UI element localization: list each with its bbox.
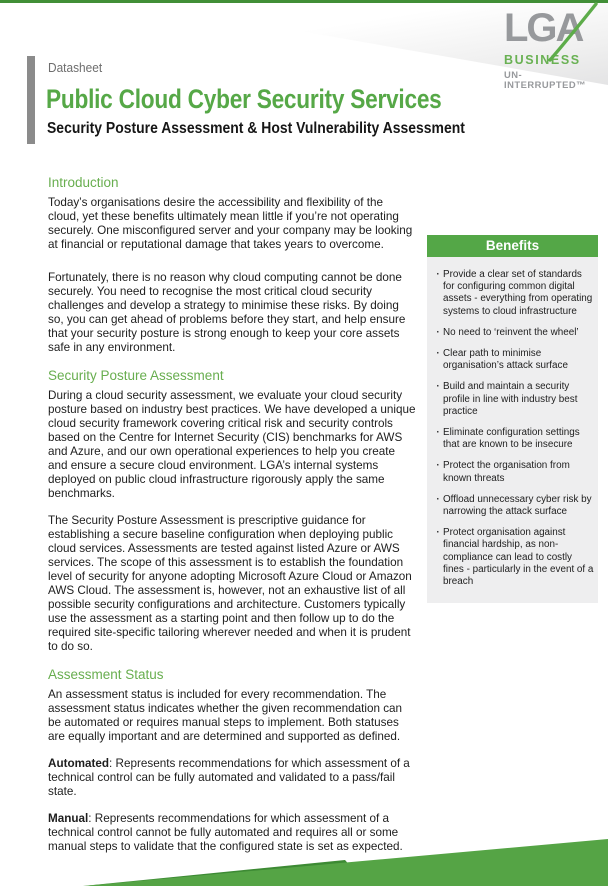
bullet-icon: ·	[436, 381, 440, 393]
benefit-item	[433, 269, 594, 318]
page-subtitle: Security Posture Assessment & Host Vulnerability Assessment	[47, 120, 465, 137]
definition-automated	[48, 757, 416, 799]
benefit-text: Build and maintain a security profile in line with industry best practice	[443, 381, 578, 417]
benefits-panel-title: Benefits	[427, 235, 598, 257]
paragraph: Today’s organisations desire the accessibility and flexibility of the cloud, yet these benefits ultimately mean little if you’re not operating securely. One misconfigured server and your company may be looking at financial or reputational damage that takes years to overcome.	[48, 196, 413, 251]
paragraph: During a cloud security assessment, we evaluate your cloud security posture based on industry best practices. We have developed a unique cloud security framework covering critical risk and security controls based on the Centre for Internet Security (CIS) benchmarks for AWS and Azure, and our own operational experiences to help you create and ensure a secure cloud environment. LGA’s internal systems deployed on public cloud infrastructure rigorously apply the same benchmarks.	[48, 389, 416, 500]
definition-text: : Represents recommendations for which assessment of a technical control can be fully automated and validated to a pass/fail state.	[48, 757, 410, 798]
logo-tagline-uninterrupted: UN-INTERRUPTED™	[504, 69, 587, 90]
benefit-item	[433, 527, 594, 588]
benefit-item	[433, 460, 594, 484]
benefit-item	[433, 327, 594, 339]
title-accent-bar	[27, 56, 35, 144]
bullet-icon: ·	[436, 460, 440, 472]
definition-term: Manual	[48, 812, 89, 825]
footer-decoration	[0, 828, 608, 886]
paragraph: Fortunately, there is no reason why cloud computing cannot be done securely. You need to recognise the most critical cloud security challenges and develop a strategy to minimise these risks. By doing so, you can get ahead of problems before they start, and help ensure that your security posture is strong enough to keep your core assets safe in any environment.	[48, 271, 406, 354]
paragraph: An assessment status is included for every recommendation. The assessment status indicates whether the given recommendation can be automated or requires manual steps to implement. Both statuses are equally important and are determined and supported as defined.	[48, 688, 403, 743]
benefit-item	[433, 494, 594, 518]
bullet-icon: ·	[436, 326, 440, 338]
benefit-item	[433, 381, 594, 418]
benefit-text: Clear path to minimise organisation’s attack surface	[443, 348, 568, 372]
benefit-text: Offload unnecessary cyber risk by narrowing the attack surface	[443, 493, 592, 518]
benefits-list	[433, 269, 594, 588]
bullet-icon: ·	[436, 427, 440, 439]
benefit-text: Protect the organisation from known threats	[443, 460, 570, 484]
benefits-panel-body	[427, 257, 598, 603]
benefit-text: No need to ‘reinvent the wheel’	[443, 326, 579, 338]
benefit-text: Eliminate configuration settings that are known to be insecure	[443, 427, 580, 451]
bullet-icon: ·	[436, 493, 440, 505]
bullet-icon: ·	[436, 269, 440, 280]
section-heading-assessment-status: Assessment Status	[48, 667, 164, 682]
definition-term: Automated	[48, 757, 110, 770]
footer-wedge-green	[0, 828, 608, 886]
eyebrow-label: Datasheet	[48, 61, 103, 75]
logo-tagline-business: BUSINESS	[504, 53, 581, 67]
benefits-panel	[427, 235, 598, 603]
benefit-item	[433, 348, 594, 372]
benefit-text: Protect organisation against financial hardship, as non-compliance can lead to costly fines - particularly in the event of a breach	[443, 527, 594, 588]
paragraph: The Security Posture Assessment is prescriptive guidance for establishing a secure baseline configuration when deploying public cloud services. Assessments are tested against listed Azure or AWS services. The scope of this assessment is to establish the foundation level of security for anyone adopting Microsoft Azure Cloud or Amazon AWS Cloud. The assessment is, however, not an exhaustive list of all possible security configurations and architecture. Customers typically use the assessment as a starting point and then follow up to do the required site-specific tailoring wherever needed and when it is prudent to do so.	[48, 514, 412, 653]
definition-text: : Represents recommendations for which assessment of a technical control cannot be fully automated and requires all or some manual steps to validate that the configured state is set as expected.	[48, 812, 403, 853]
main-column	[48, 175, 416, 867]
bullet-icon: ·	[436, 527, 440, 539]
page-title: Public Cloud Cyber Security Services	[46, 84, 442, 114]
top-accent-strip	[0, 0, 608, 3]
lga-logo	[504, 8, 604, 90]
section-heading-introduction: Introduction	[48, 175, 119, 190]
logo-wordmark: LGA	[504, 6, 583, 50]
benefit-item	[433, 427, 594, 451]
bullet-icon: ·	[436, 348, 440, 360]
logo-swoosh-icon	[544, 2, 602, 66]
benefit-text: Provide a clear set of standards for configuring common digital assets - everything from operating systems to cloud infrastructure	[443, 269, 593, 317]
section-heading-security-posture-assessment: Security Posture Assessment	[48, 368, 224, 383]
